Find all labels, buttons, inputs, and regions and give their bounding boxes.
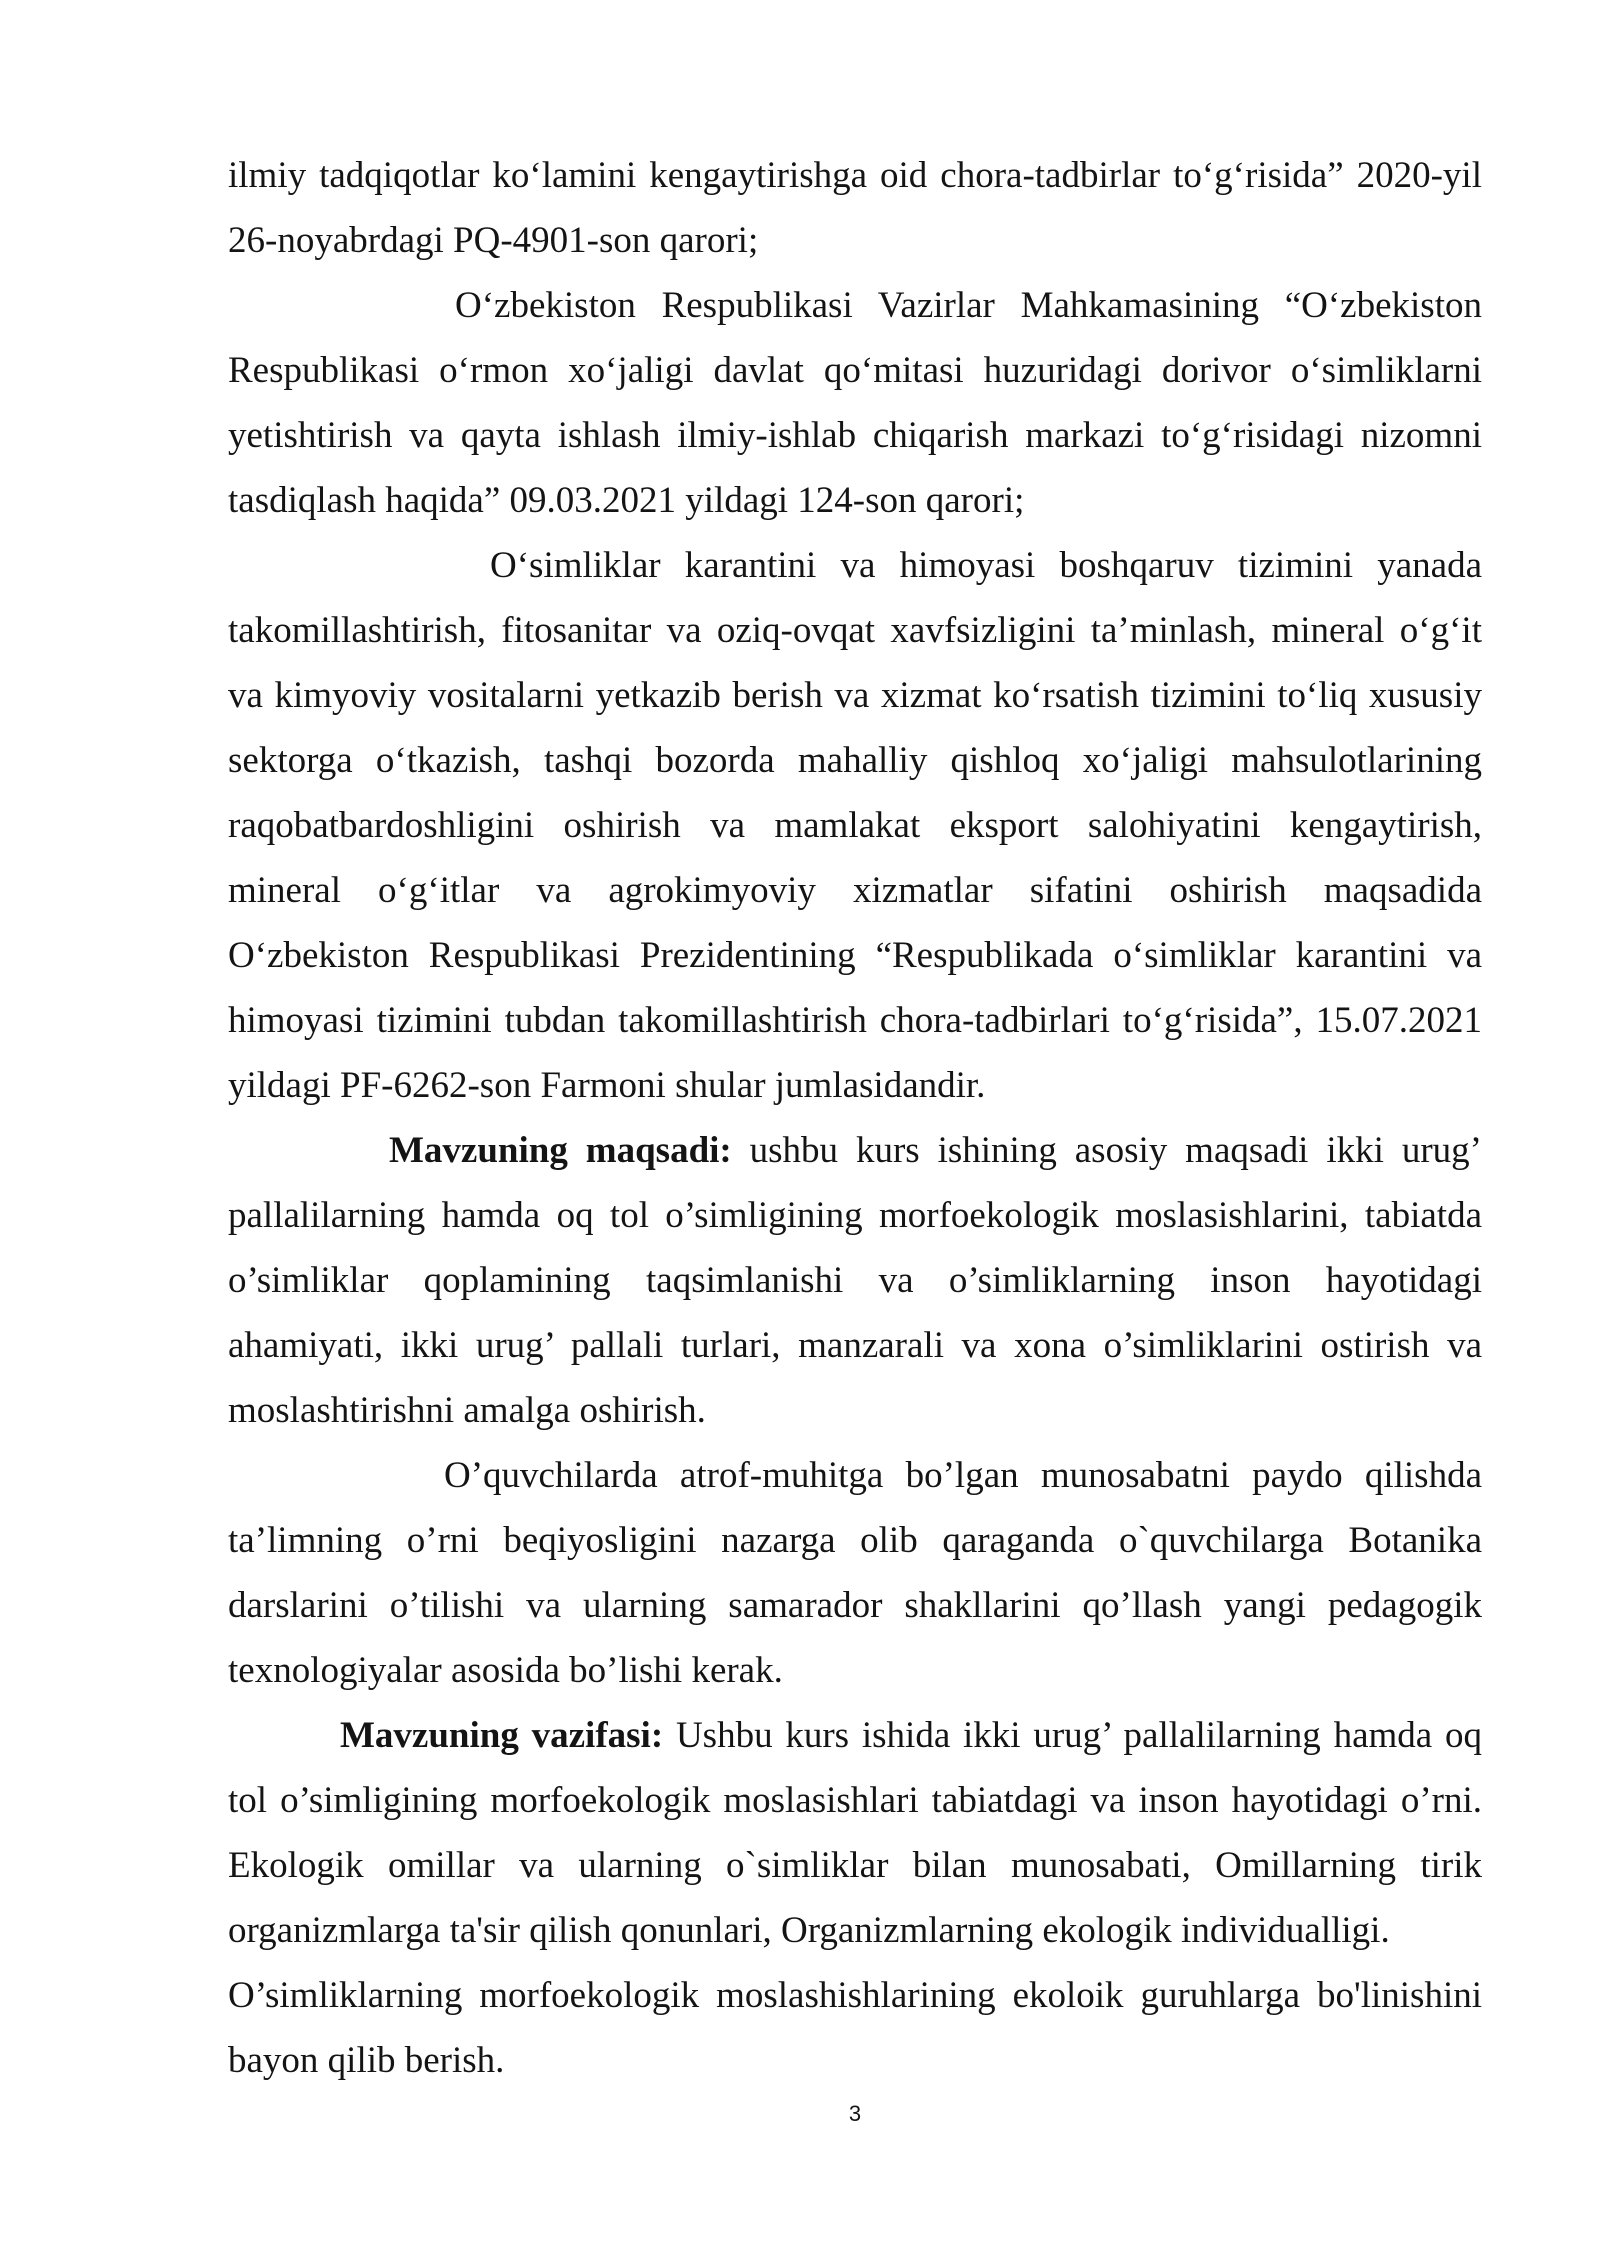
text-line: O’simliklarning morfoekologik moslashishlarining ekoloik guruhlarga bo'linishini	[228, 1975, 1482, 2016]
paragraph-tasks	[228, 1703, 1482, 2093]
text-line: ahamiyati, ikki urug’ pallali turlari, manzarali va xona o’simliklarini ostirish va	[228, 1325, 1482, 1366]
text-line: yildagi PF-6262-son Farmoni shular jumlasidandir.	[228, 1065, 986, 1106]
text-line: mineral o‘g‘itlar va agrokimyoviy xizmatlar sifatini oshirish maqsadida	[228, 870, 1482, 911]
text-run: ushbu kurs ishining asosiy maqsadi ikki urug’	[731, 1130, 1482, 1171]
text-line: tasdiqlash haqida” 09.03.2021 yildagi 124-son qarori;	[228, 480, 1025, 521]
text-line: va kimyoviy vositalarni yetkazib berish va xizmat ko‘rsatish tizimini to‘liq xususiy	[228, 675, 1482, 716]
text-line: himoyasi tizimini tubdan takomillashtirish chora-tadbirlari to‘g‘risida”, 15.07.2021	[228, 1000, 1482, 1041]
text-line: O’quvchilarda atrof-muhitga bo’lgan munosabatni paydo qilishda	[444, 1455, 1482, 1496]
text-line: 26-noyabrdagi PQ-4901-son qarori;	[228, 220, 759, 261]
text-line: O‘zbekiston Respublikasi Prezidentining “Respublikada o‘simliklar karantini va	[228, 935, 1482, 976]
paragraph	[228, 143, 1482, 273]
text-line	[228, 1118, 1482, 1183]
text-line: tol o’simligining morfoekologik moslasishlari tabiatdagi va inson hayotidagi o’rni.	[228, 1780, 1482, 1821]
text-line: raqobatbardoshligini oshirish va mamlakat eksport salohiyatini kengaytirish,	[228, 805, 1482, 846]
text-line: pallalilarning hamda oq tol o’simligining morfoekologik moslasishlarini, tabiatda	[228, 1195, 1482, 1236]
paragraph	[228, 1443, 1482, 1703]
text-line: sektorga o‘tkazish, tashqi bozorda mahalliy qishloq xo‘jaligi mahsulotlarining	[228, 740, 1482, 781]
text-line: texnologiyalar asosida bo’lishi kerak.	[228, 1650, 783, 1691]
paragraph	[228, 533, 1482, 1118]
document-body	[228, 143, 1482, 2093]
text-line: moslashtirishni amalga oshirish.	[228, 1390, 706, 1431]
text-line: Respublikasi o‘rmon xo‘jaligi davlat qo‘mitasi huzuridagi dorivor o‘simliklarni	[228, 350, 1482, 391]
paragraph-heading: Mavzuning vazifasi:	[340, 1715, 664, 1756]
text-line: yetishtirish va qayta ishlash ilmiy-ishlab chiqarish markazi to‘g‘risidagi nizomni	[228, 415, 1482, 456]
paragraph-heading: Mavzuning maqsadi:	[389, 1130, 732, 1171]
text-line	[228, 1703, 1482, 1768]
paragraph-goal	[228, 1118, 1482, 1443]
paragraph	[228, 273, 1482, 533]
text-line: o’simliklar qoplamining taqsimlanishi va o’simliklarning inson hayotidagi	[228, 1260, 1482, 1301]
text-line: darslarini o’tilishi va ularning samarador shakllarini qo’llash yangi pedagogik	[228, 1585, 1482, 1626]
text-line: ilmiy tadqiqotlar ko‘lamini kengaytirishga oid chora-tadbirlar to‘g‘risida” 2020-yil	[228, 155, 1482, 196]
page-number: 3	[848, 2101, 862, 2126]
text-line: O‘zbekiston Respublikasi Vazirlar Mahkamasining “O‘zbekiston	[455, 285, 1482, 326]
text-line: Ekologik omillar va ularning o`simliklar bilan munosabati, Omillarning tirik	[228, 1845, 1482, 1886]
text-line: ta’limning o’rni beqiyosligini nazarga olib qaraganda o`quvchilarga Botanika	[228, 1520, 1482, 1561]
text-run: Ushbu kurs ishida ikki urug’ pallalilarning hamda oq	[663, 1715, 1482, 1756]
text-line: O‘simliklar karantini va himoyasi boshqaruv tizimini yanada	[490, 545, 1482, 586]
text-line: takomillashtirish, fitosanitar va oziq-ovqat xavfsizligini ta’minlash, mineral o‘g‘it	[228, 610, 1482, 651]
text-line: organizmlarga ta'sir qilish qonunlari, Organizmlarning ekologik individualligi.	[228, 1910, 1390, 1951]
text-line: bayon qilib berish.	[228, 2040, 505, 2081]
